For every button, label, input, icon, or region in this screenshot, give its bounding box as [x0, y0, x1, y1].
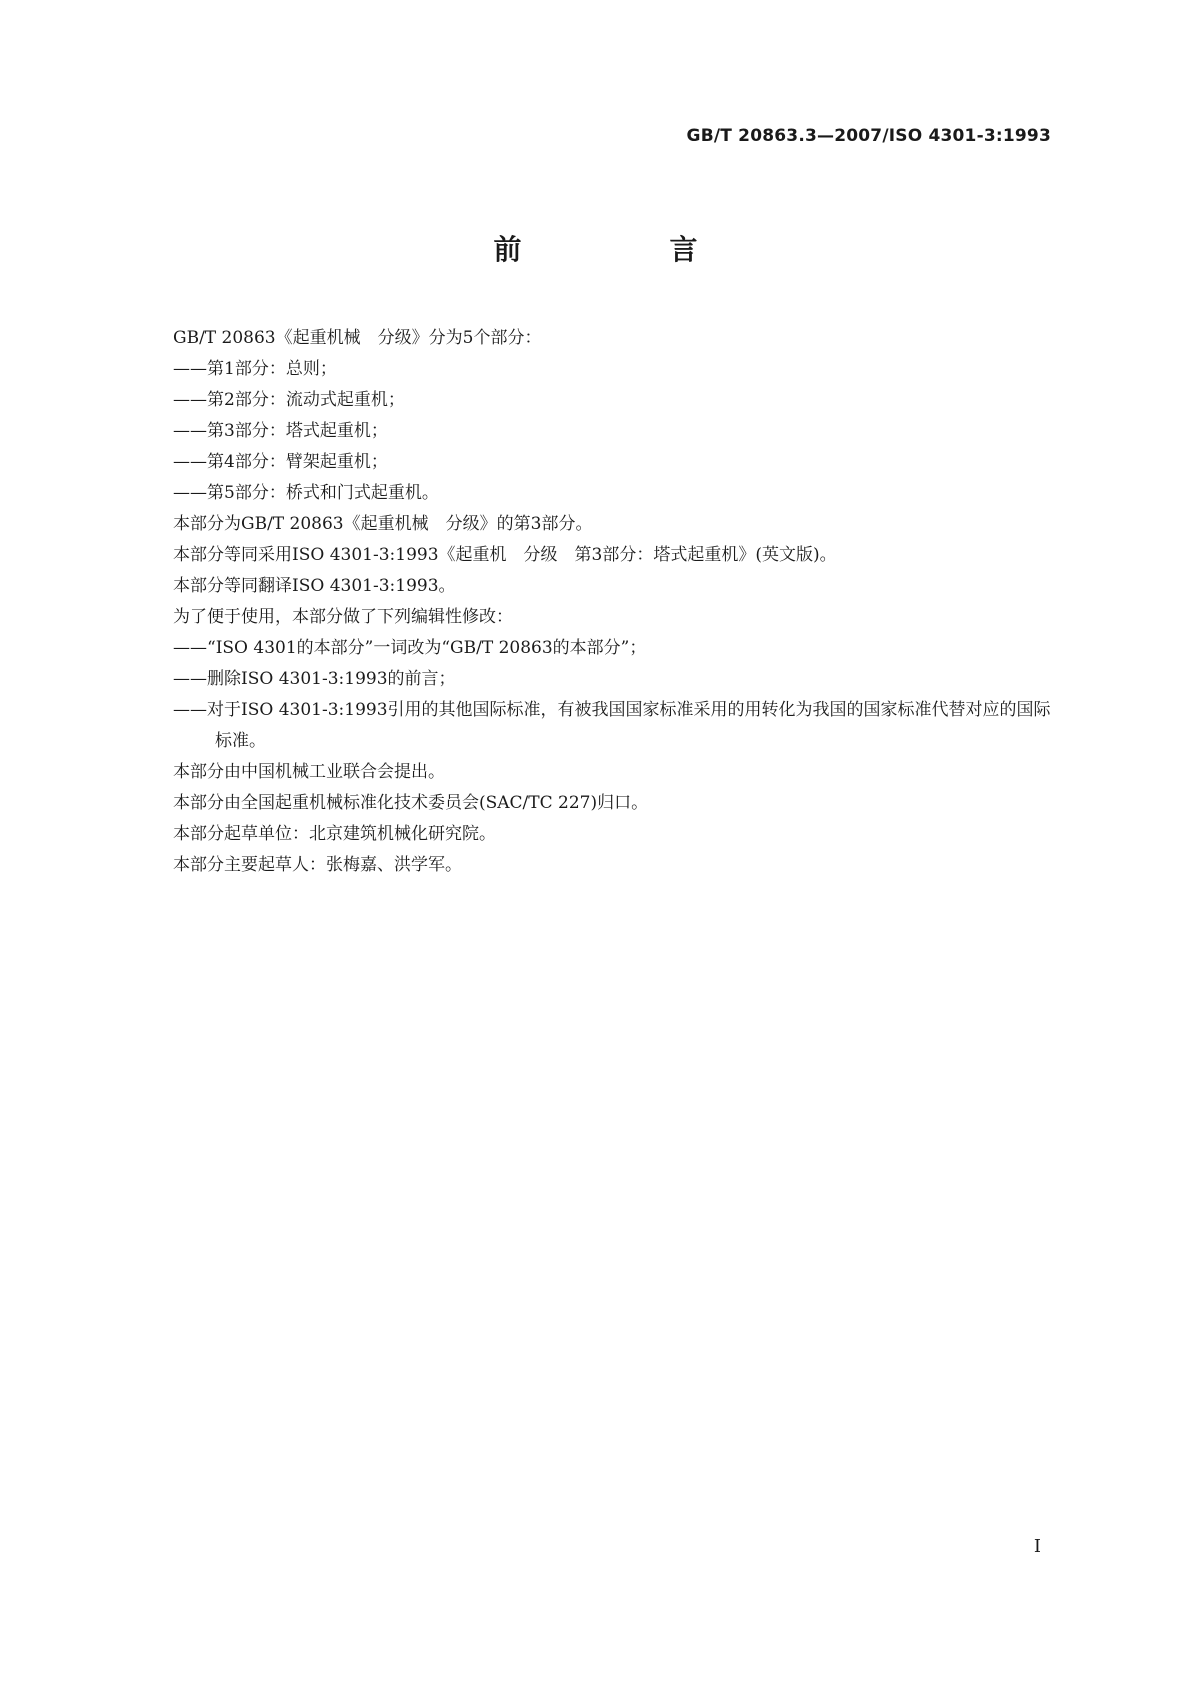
page-title: 前 言 — [493, 233, 758, 266]
statement-line: 本部分为GB/T 20863《起重机械 分级》的第3部分。 — [173, 514, 593, 534]
list-item: ——第4部分：臂架起重机； — [173, 452, 388, 472]
list-item: ——第5部分：桥式和门式起重机。 — [173, 483, 439, 503]
statement-line: 为了便于使用，本部分做了下列编辑性修改： — [173, 607, 513, 627]
statement-line: 本部分等同采用ISO 4301-3:1993《起重机 分级 第3部分：塔式起重机》(英文版)。 — [173, 545, 837, 565]
page-number: I — [1033, 1536, 1041, 1557]
statement-line: 本部分由全国起重机械标准化技术委员会(SAC/TC 227)归口。 — [173, 793, 649, 813]
statement-line: 本部分主要起草人：张梅嘉、洪学军。 — [173, 855, 462, 875]
list-item: ——对于ISO 4301-3:1993引用的其他国际标准，有被我国国家标准采用的用转化为我国的国家标准代替对应的国际标准。 — [173, 700, 1051, 751]
list-item: ——删除ISO 4301-3:1993的前言； — [173, 669, 456, 689]
statement-line: 本部分等同翻译ISO 4301-3:1993。 — [173, 576, 456, 596]
list-item: ——第1部分：总则； — [173, 359, 337, 379]
foreword-body — [173, 323, 1053, 881]
statement-line: 本部分由中国机械工业联合会提出。 — [173, 762, 445, 782]
edits-list — [173, 633, 1053, 757]
standard-code: GB/T 20863.3—2007/ISO 4301-3:1993 — [686, 126, 1051, 146]
list-item: ——“ISO 4301的本部分”一词改为“GB/T 20863的本部分”； — [173, 638, 647, 658]
list-item: ——第3部分：塔式起重机； — [173, 421, 388, 441]
list-item: ——第2部分：流动式起重机； — [173, 390, 405, 410]
statement-line: 本部分起草单位：北京建筑机械化研究院。 — [173, 824, 496, 844]
parts-list — [173, 354, 1053, 509]
intro-line: GB/T 20863《起重机械 分级》分为5个部分： — [173, 328, 542, 348]
